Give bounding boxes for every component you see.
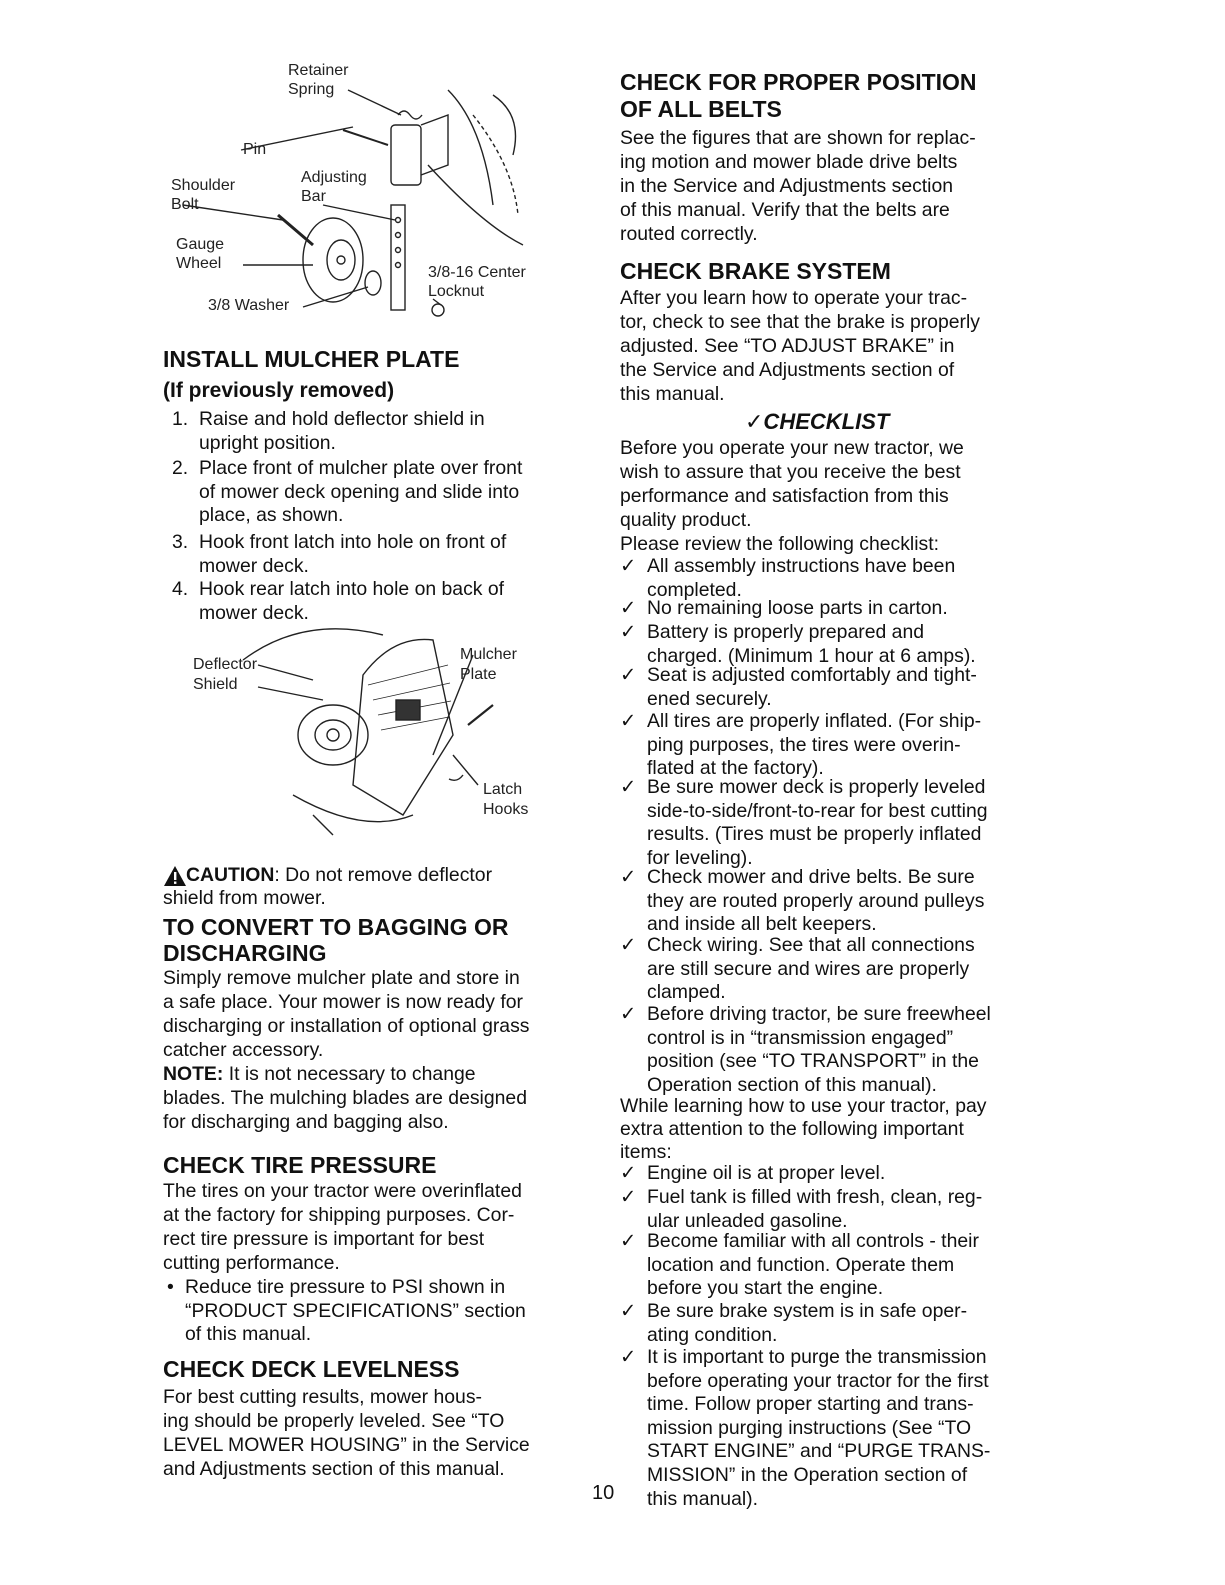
mulcher-figure: [163, 625, 583, 845]
label-locknut: Locknut: [428, 283, 485, 300]
text-line: routed correctly.: [620, 223, 758, 245]
step-number: 2.: [172, 457, 189, 479]
item-line: It is important to purge the transmission: [647, 1346, 987, 1368]
item-line: ping purposes, the tires were overin-: [647, 733, 961, 756]
label-latch: Latch: [483, 781, 523, 798]
item-line: ened securely.: [647, 687, 772, 710]
checklist-item: [620, 1003, 991, 1097]
item-line: Fuel tank is filled with fresh, clean, reg-: [647, 1186, 983, 1208]
text-line: a safe place. Your mower is now ready for: [163, 991, 523, 1013]
checklist-item: [620, 776, 988, 870]
item-line: control is in “transmission engaged”: [647, 1026, 954, 1049]
item-line: time. Follow proper starting and trans-: [647, 1393, 974, 1416]
step-number: 1.: [172, 408, 189, 430]
bullet-line: “PRODUCT SPECIFICATIONS” section: [185, 1299, 526, 1322]
text-line: LEVEL MOWER HOUSING” in the Service: [163, 1434, 530, 1456]
warning-triangle-icon: [163, 865, 187, 887]
item-line: they are routed properly around pulleys: [647, 889, 985, 912]
step-line: mower deck.: [199, 601, 309, 624]
item-line: results. (Tires must be properly inflated: [647, 823, 982, 846]
label-hooks: Hooks: [483, 801, 529, 818]
checklist-item: [620, 664, 977, 711]
item-line: charged. (Minimum 1 hour at 6 amps).: [647, 644, 976, 667]
mulcher-step-3: [172, 531, 507, 578]
step-line: upright position.: [199, 431, 336, 454]
label-shoulder: Shoulder: [171, 177, 236, 194]
item-line: Check wiring. See that all connections: [647, 934, 975, 956]
note-label: NOTE:: [163, 1063, 224, 1085]
label-bolt: Bolt: [171, 196, 199, 213]
step-line: mower deck.: [199, 554, 309, 577]
text-line: ing should be properly leveled. See “TO: [163, 1410, 505, 1432]
checklist-item: [620, 1346, 991, 1511]
label-retainer: Retainer: [288, 62, 349, 79]
checklist-item: [620, 1162, 886, 1186]
check-icon: ✓: [620, 934, 637, 956]
item-line: position (see “TO TRANSPORT” in the: [647, 1050, 979, 1073]
item-line: All assembly instructions have been: [647, 555, 956, 577]
item-line: and inside all belt keepers.: [647, 913, 877, 936]
item-line: Operation section of this manual).: [647, 1073, 937, 1096]
checklist-item: [620, 866, 985, 937]
item-line: Seat is adjusted comfortably and tight-: [647, 664, 977, 686]
deck-heading: CHECK DECK LEVELNESS: [163, 1356, 460, 1382]
bullet-icon: •: [167, 1276, 174, 1298]
check-icon: ✓: [620, 1300, 637, 1322]
text-line: discharging or installation of optional grass: [163, 1015, 530, 1037]
check-icon: ✓: [620, 664, 637, 686]
item-line: ular unleaded gasoline.: [647, 1209, 848, 1232]
checklist-item: [620, 710, 982, 781]
check-icon: ✓: [620, 1186, 637, 1208]
item-line: this manual).: [647, 1487, 759, 1510]
check-icon: ✓: [620, 776, 637, 798]
step-number: 4.: [172, 578, 189, 600]
item-line: Engine oil is at proper level.: [647, 1162, 886, 1184]
step-line: of mower deck opening and slide into: [199, 480, 520, 503]
checklist-item: [620, 621, 976, 668]
caution-line-2: shield from mower.: [163, 887, 326, 909]
step-line: Raise and hold deflector shield in: [199, 408, 485, 430]
label-spring: Spring: [288, 81, 335, 98]
item-line: before operating your tractor for the first: [647, 1369, 989, 1392]
label-plate: Plate: [460, 666, 497, 683]
brake-heading: CHECK BRAKE SYSTEM: [620, 258, 891, 284]
item-line: location and function. Operate them: [647, 1253, 955, 1276]
tire-bullet: [167, 1276, 526, 1347]
check-icon: ✓: [620, 1162, 637, 1184]
step-line: Hook front latch into hole on front of: [199, 531, 507, 553]
text-line: adjusted. See “TO ADJUST BRAKE” in: [620, 335, 955, 357]
belts-heading-line-2: OF ALL BELTS: [620, 96, 782, 122]
note-line-1: [163, 1063, 476, 1087]
caution-line-1: [186, 864, 492, 888]
label-adjusting: Adjusting: [301, 169, 367, 186]
check-icon: ✓: [620, 621, 637, 643]
label-bar: Bar: [301, 188, 326, 205]
check-icon: ✓: [620, 597, 637, 619]
check-icon: ✓: [620, 1003, 637, 1025]
item-line: before you start the engine.: [647, 1277, 884, 1300]
item-line: No remaining loose parts in carton.: [647, 597, 948, 619]
caution-text: : Do not remove deflector: [274, 864, 493, 886]
note-text: It is not necessary to change: [223, 1063, 476, 1085]
convert-heading-line-1: TO CONVERT TO BAGGING OR: [163, 914, 509, 940]
label-gauge: Gauge: [176, 236, 225, 253]
caution-label: CAUTION: [186, 864, 275, 886]
page-number: 10: [592, 1482, 615, 1504]
label-mulcher: Mulcher: [460, 646, 517, 663]
text-line: the Service and Adjustments section of: [620, 359, 955, 381]
step-line: Hook rear latch into hole on back of: [199, 578, 505, 600]
text-line: Before you operate your new tractor, we: [620, 437, 964, 459]
text-line: catcher accessory.: [163, 1039, 324, 1061]
item-line: flated at the factory).: [647, 757, 824, 780]
label-center: 3/8-16 Center: [428, 264, 526, 281]
check-icon: ✓: [620, 1346, 637, 1368]
tire-heading: CHECK TIRE PRESSURE: [163, 1152, 437, 1178]
label-shield: Shield: [193, 676, 238, 693]
item-line: Be sure mower deck is properly leveled: [647, 776, 986, 798]
item-line: Check mower and drive belts. Be sure: [647, 866, 975, 888]
text-line: ing motion and mower blade drive belts: [620, 151, 958, 173]
text-line: Please review the following checklist:: [620, 533, 940, 555]
mulcher-subheading: (If previously removed): [163, 379, 395, 402]
text-line: items:: [620, 1141, 672, 1163]
check-icon: ✓: [620, 1230, 637, 1252]
text-line: While learning how to use your tractor, pay: [620, 1095, 987, 1117]
mulcher-step-1: [172, 408, 485, 455]
text-line: rect tire pressure is important for best: [163, 1228, 485, 1250]
item-line: clamped.: [647, 981, 726, 1004]
item-line: completed.: [647, 578, 742, 601]
belts-heading-line-1: CHECK FOR PROPER POSITION: [620, 69, 977, 95]
item-line: mission purging instructions (See “TO: [647, 1416, 972, 1439]
checklist-item: [620, 1230, 979, 1301]
text-line: in the Service and Adjustments section: [620, 175, 954, 197]
check-icon: ✓: [620, 710, 637, 732]
convert-heading-line-2: DISCHARGING: [163, 940, 327, 966]
step-number: 3.: [172, 531, 189, 553]
item-line: Before driving tractor, be sure freewheel: [647, 1003, 991, 1025]
text-line: and Adjustments section of this manual.: [163, 1458, 505, 1480]
label-pin: Pin: [243, 141, 267, 158]
mulcher-heading: INSTALL MULCHER PLATE: [163, 346, 460, 372]
text-line: extra attention to the following important: [620, 1118, 964, 1140]
text-line: this manual.: [620, 383, 725, 405]
checklist-item: [620, 934, 975, 1005]
item-line: are still secure and wires are properly: [647, 957, 970, 980]
text-line: at the factory for shipping purposes. Cor-: [163, 1204, 515, 1226]
checklist-item: [620, 1186, 983, 1233]
text-line: quality product.: [620, 509, 752, 531]
item-line: START ENGINE” and “PURGE TRANS-: [647, 1440, 991, 1463]
label-deflector: Deflector: [193, 656, 258, 673]
checklist-item: [620, 555, 956, 602]
bullet-line: Reduce tire pressure to PSI shown in: [185, 1276, 506, 1298]
text-line: After you learn how to operate your trac-: [620, 287, 968, 309]
item-line: Become familiar with all controls - their: [647, 1230, 979, 1252]
checklist-item: [620, 597, 948, 621]
text-line: Simply remove mulcher plate and store in: [163, 967, 520, 989]
item-line: Battery is properly prepared and: [647, 621, 925, 643]
label-wheel: Wheel: [176, 255, 222, 272]
step-line: Place front of mulcher plate over front: [199, 457, 523, 479]
mulcher-step-4: [172, 578, 505, 625]
step-line: place, as shown.: [199, 504, 344, 527]
item-line: side-to-side/front-to-rear for best cutting: [647, 799, 988, 822]
text-line: See the figures that are shown for replac-: [620, 127, 976, 149]
text-line: For best cutting results, mower hous-: [163, 1386, 482, 1408]
item-line: ating condition.: [647, 1323, 778, 1346]
text-line: wish to assure that you receive the best: [620, 461, 961, 483]
text-line: for discharging and bagging also.: [163, 1111, 449, 1133]
check-icon: ✓: [620, 866, 637, 888]
text-line: blades. The mulching blades are designed: [163, 1087, 528, 1109]
checklist-heading: ✓CHECKLIST: [745, 409, 890, 434]
checklist-item: [620, 1300, 968, 1347]
bullet-line: of this manual.: [185, 1323, 312, 1346]
mulcher-step-2: [172, 457, 523, 528]
item-line: for leveling).: [647, 846, 753, 869]
item-line: All tires are properly inflated. (For ship-: [647, 710, 982, 732]
text-line: The tires on your tractor were overinflated: [163, 1180, 522, 1202]
text-line: tor, check to see that the brake is properly: [620, 311, 980, 333]
gauge-wheel-figure: [163, 55, 583, 325]
text-line: cutting performance.: [163, 1252, 340, 1274]
label-washer: 3/8 Washer: [208, 297, 290, 314]
item-line: Be sure brake system is in safe oper-: [647, 1300, 968, 1322]
item-line: MISSION” in the Operation section of: [647, 1463, 968, 1486]
text-line: of this manual. Verify that the belts are: [620, 199, 950, 221]
text-line: performance and satisfaction from this: [620, 485, 949, 507]
check-icon: ✓: [620, 555, 637, 577]
